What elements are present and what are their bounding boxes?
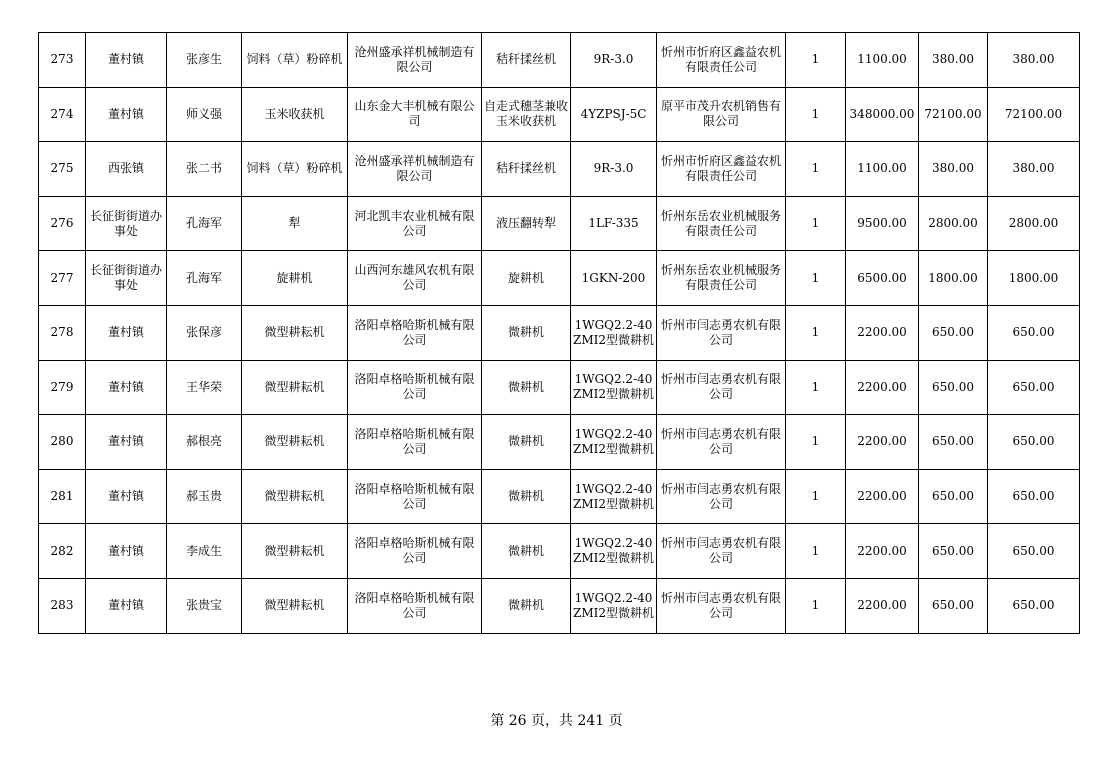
cell-town: 董村镇 [86,469,167,524]
cell-qty: 1 [786,415,846,470]
cell-product: 旋耕机 [482,251,571,306]
cell-subsidy-unit: 650.00 [919,415,988,470]
table-row [39,33,1080,88]
cell-product: 液压翻转犁 [482,196,571,251]
cell-qty: 1 [786,142,846,197]
table-row [39,305,1080,360]
cell-price: 1100.00 [846,33,919,88]
cell-town: 董村镇 [86,415,167,470]
cell-subsidy-unit: 1800.00 [919,251,988,306]
table-row [39,578,1080,633]
cell-dealer: 忻州市闫志勇农机有限公司 [657,469,786,524]
cell-subsidy-total: 72100.00 [988,87,1080,142]
cell-model: 9R-3.0 [571,142,657,197]
cell-price: 2200.00 [846,415,919,470]
cell-manufacturer: 河北凯丰农业机械有限公司 [348,196,482,251]
cell-manufacturer: 洛阳卓格哈斯机械有限公司 [348,469,482,524]
cell-model: 9R-3.0 [571,33,657,88]
cell-dealer: 忻州市闫志勇农机有限公司 [657,578,786,633]
cell-model: 1WGQ2.2-40ZMI2型微耕机 [571,305,657,360]
cell-product: 秸秆揉丝机 [482,142,571,197]
cell-name: 王华荣 [167,360,242,415]
cell-town: 董村镇 [86,87,167,142]
cell-price: 9500.00 [846,196,919,251]
cell-manufacturer: 洛阳卓格哈斯机械有限公司 [348,360,482,415]
cell-no: 280 [39,415,86,470]
cell-name: 孔海军 [167,196,242,251]
cell-town: 董村镇 [86,524,167,579]
cell-dealer: 原平市茂升农机销售有限公司 [657,87,786,142]
cell-no: 274 [39,87,86,142]
cell-name: 李成生 [167,524,242,579]
cell-qty: 1 [786,87,846,142]
cell-subsidy-total: 380.00 [988,142,1080,197]
cell-dealer: 忻州东岳农业机械服务有限责任公司 [657,196,786,251]
cell-town: 长征街街道办事处 [86,196,167,251]
cell-name: 孔海军 [167,251,242,306]
cell-manufacturer: 沧州盛承祥机械制造有限公司 [348,142,482,197]
cell-subsidy-total: 2800.00 [988,196,1080,251]
cell-subsidy-total: 380.00 [988,33,1080,88]
cell-no: 283 [39,578,86,633]
cell-model: 1WGQ2.2-40ZMI2型微耕机 [571,524,657,579]
cell-category: 犁 [242,196,348,251]
table-row [39,469,1080,524]
cell-qty: 1 [786,251,846,306]
cell-town: 董村镇 [86,360,167,415]
cell-town: 长征街街道办事处 [86,251,167,306]
cell-subsidy-unit: 72100.00 [919,87,988,142]
cell-dealer: 忻州市闫志勇农机有限公司 [657,415,786,470]
table-row [39,251,1080,306]
cell-model: 1WGQ2.2-40ZMI2型微耕机 [571,360,657,415]
cell-model: 1WGQ2.2-40ZMI2型微耕机 [571,415,657,470]
cell-subsidy-total: 650.00 [988,305,1080,360]
cell-price: 2200.00 [846,524,919,579]
cell-qty: 1 [786,196,846,251]
table-row [39,87,1080,142]
cell-model: 1WGQ2.2-40ZMI2型微耕机 [571,578,657,633]
cell-manufacturer: 沧州盛承祥机械制造有限公司 [348,33,482,88]
cell-name: 师义强 [167,87,242,142]
cell-no: 278 [39,305,86,360]
cell-town: 董村镇 [86,305,167,360]
cell-town: 董村镇 [86,33,167,88]
cell-product: 秸秆揉丝机 [482,33,571,88]
cell-model: 4YZPSJ-5C [571,87,657,142]
cell-subsidy-total: 650.00 [988,360,1080,415]
cell-subsidy-total: 650.00 [988,578,1080,633]
table-row [39,196,1080,251]
cell-subsidy-unit: 650.00 [919,469,988,524]
cell-no: 276 [39,196,86,251]
cell-no: 275 [39,142,86,197]
cell-category: 微型耕耘机 [242,469,348,524]
cell-subsidy-total: 1800.00 [988,251,1080,306]
cell-product: 微耕机 [482,415,571,470]
table-row [39,142,1080,197]
cell-qty: 1 [786,360,846,415]
cell-category: 微型耕耘机 [242,524,348,579]
cell-product: 微耕机 [482,578,571,633]
cell-price: 2200.00 [846,469,919,524]
cell-subsidy-unit: 380.00 [919,142,988,197]
cell-subsidy-unit: 650.00 [919,524,988,579]
cell-category: 饲料（草）粉碎机 [242,33,348,88]
cell-subsidy-unit: 380.00 [919,33,988,88]
cell-price: 2200.00 [846,578,919,633]
cell-price: 6500.00 [846,251,919,306]
cell-name: 郝玉贵 [167,469,242,524]
cell-category: 微型耕耘机 [242,415,348,470]
cell-qty: 1 [786,305,846,360]
cell-qty: 1 [786,578,846,633]
cell-dealer: 忻州市闫志勇农机有限公司 [657,524,786,579]
cell-price: 2200.00 [846,305,919,360]
cell-dealer: 忻州东岳农业机械服务有限责任公司 [657,251,786,306]
page-number: 第 26 页，共 241 页 [490,713,623,729]
cell-name: 郝根亮 [167,415,242,470]
cell-manufacturer: 山西河东雄风农机有限公司 [348,251,482,306]
cell-qty: 1 [786,469,846,524]
cell-product: 微耕机 [482,305,571,360]
cell-subsidy-unit: 650.00 [919,578,988,633]
cell-price: 2200.00 [846,360,919,415]
cell-product: 微耕机 [482,360,571,415]
cell-manufacturer: 洛阳卓格哈斯机械有限公司 [348,305,482,360]
cell-category: 微型耕耘机 [242,360,348,415]
cell-name: 张贵宝 [167,578,242,633]
cell-dealer: 忻州市忻府区鑫益农机有限责任公司 [657,142,786,197]
cell-subsidy-total: 650.00 [988,415,1080,470]
cell-no: 281 [39,469,86,524]
cell-model: 1GKN-200 [571,251,657,306]
cell-subsidy-unit: 650.00 [919,360,988,415]
table-row [39,415,1080,470]
cell-dealer: 忻州市闫志勇农机有限公司 [657,305,786,360]
cell-dealer: 忻州市忻府区鑫益农机有限责任公司 [657,33,786,88]
cell-subsidy-unit: 2800.00 [919,196,988,251]
cell-name: 张二书 [167,142,242,197]
subsidy-table [38,32,1080,634]
cell-no: 277 [39,251,86,306]
cell-category: 微型耕耘机 [242,305,348,360]
cell-no: 273 [39,33,86,88]
cell-product: 微耕机 [482,469,571,524]
cell-model: 1WGQ2.2-40ZMI2型微耕机 [571,469,657,524]
cell-category: 玉米收获机 [242,87,348,142]
cell-category: 饲料（草）粉碎机 [242,142,348,197]
cell-qty: 1 [786,524,846,579]
cell-category: 旋耕机 [242,251,348,306]
cell-price: 348000.00 [846,87,919,142]
cell-manufacturer: 洛阳卓格哈斯机械有限公司 [348,524,482,579]
cell-dealer: 忻州市闫志勇农机有限公司 [657,360,786,415]
cell-name: 张保彦 [167,305,242,360]
cell-no: 279 [39,360,86,415]
cell-model: 1LF-335 [571,196,657,251]
cell-subsidy-total: 650.00 [988,524,1080,579]
table-body [39,33,1080,634]
cell-name: 张彦生 [167,33,242,88]
cell-manufacturer: 山东金大丰机械有限公司 [348,87,482,142]
cell-product: 自走式穗茎兼收玉米收获机 [482,87,571,142]
cell-subsidy-unit: 650.00 [919,305,988,360]
table-row [39,360,1080,415]
cell-subsidy-total: 650.00 [988,469,1080,524]
cell-category: 微型耕耘机 [242,578,348,633]
cell-price: 1100.00 [846,142,919,197]
cell-product: 微耕机 [482,524,571,579]
cell-no: 282 [39,524,86,579]
table-row [39,524,1080,579]
cell-town: 董村镇 [86,578,167,633]
cell-town: 西张镇 [86,142,167,197]
cell-qty: 1 [786,33,846,88]
cell-manufacturer: 洛阳卓格哈斯机械有限公司 [348,578,482,633]
cell-manufacturer: 洛阳卓格哈斯机械有限公司 [348,415,482,470]
